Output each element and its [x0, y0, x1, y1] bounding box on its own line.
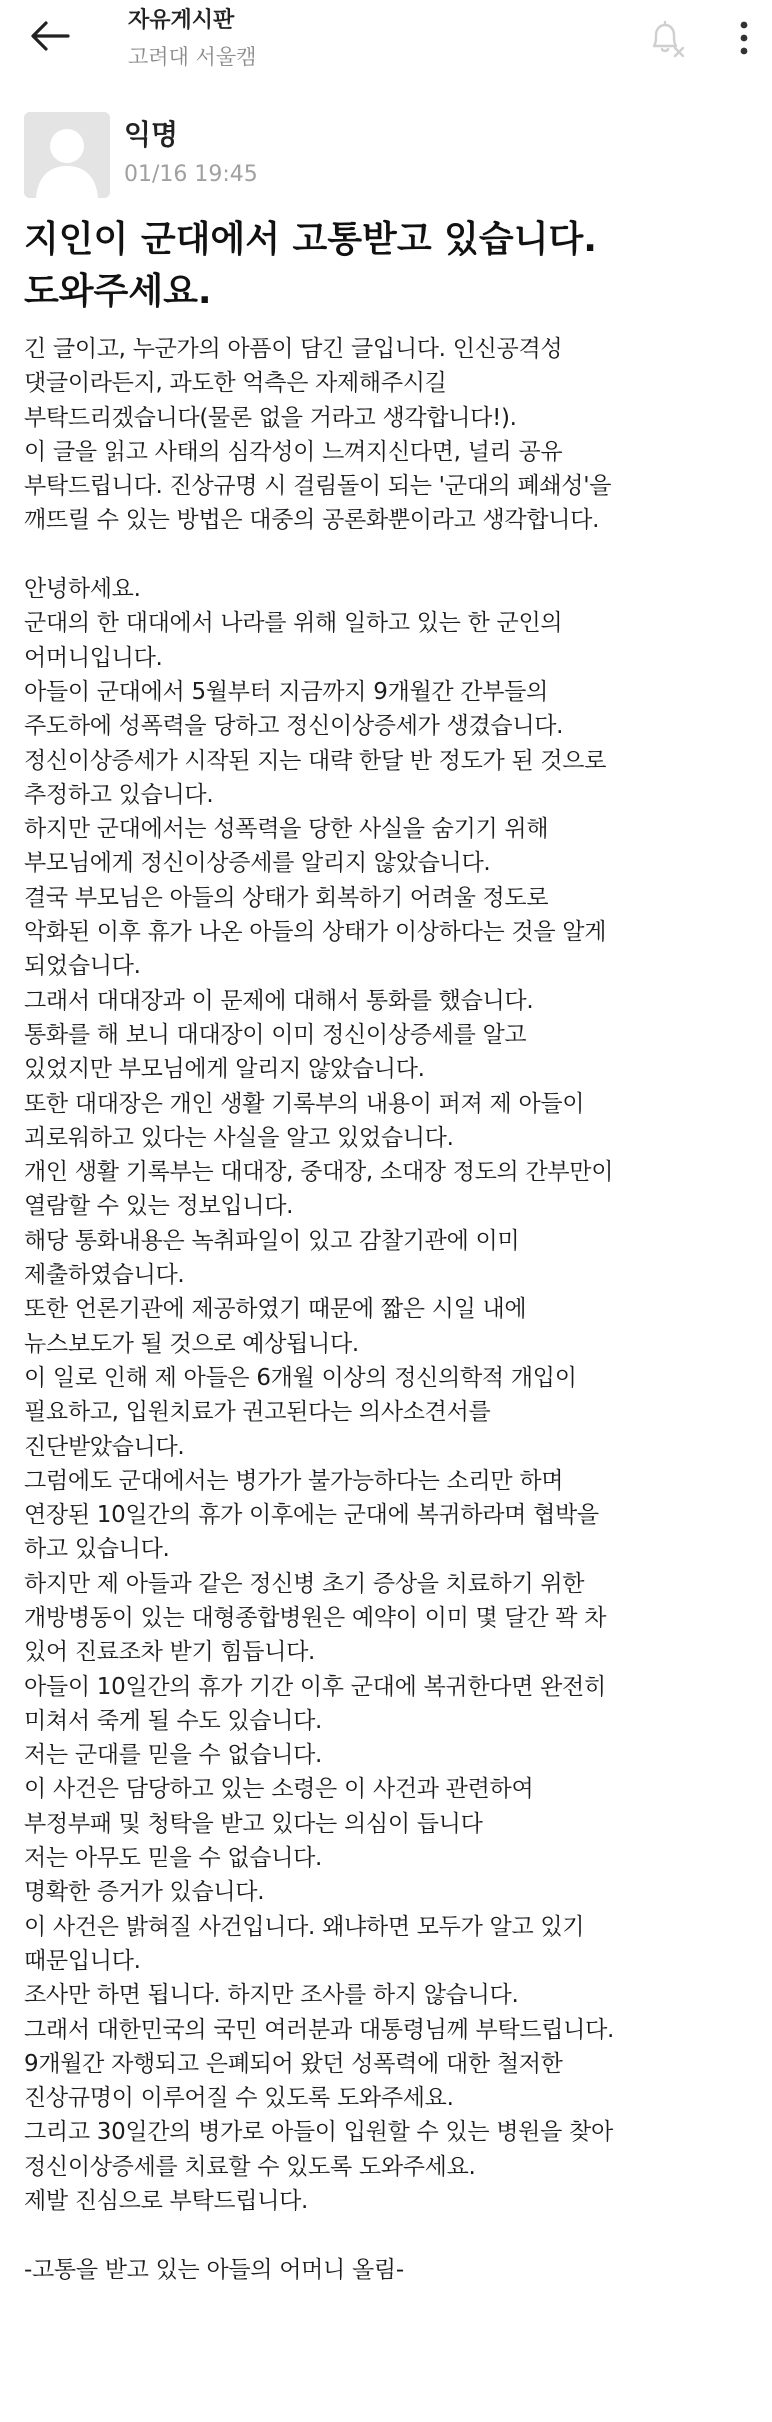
- post-line: -고통을 받고 있는 아들의 어머니 올림-: [24, 2256, 404, 2283]
- bell-off-icon: [644, 16, 688, 60]
- post-author-row: [24, 112, 724, 198]
- post-line: 이 일로 인해 제 아들은 6개월 이상의 정신의학적 개입이: [24, 1364, 577, 1391]
- notification-toggle-button[interactable]: [640, 12, 692, 64]
- post-line: 때문입니다.: [24, 1947, 141, 1974]
- post-line: 주도하에 성폭력을 당하고 정신이상증세가 생겼습니다.: [24, 713, 564, 740]
- post-line: 정신이상증세가 시작된 지는 대략 한달 반 정도가 된 것으로: [24, 747, 607, 774]
- post-line: 아들이 군대에서 5월부터 지금까지 9개월간 간부들의: [24, 678, 549, 705]
- post-line: 정신이상증세를 치료할 수 있도록 도와주세요.: [24, 2153, 476, 2180]
- post-line: 군대의 한 대대에서 나라를 위해 일하고 있는 한 군인의: [24, 610, 563, 637]
- post-line: 이 사건은 밝혀질 사건입니다. 왜냐하면 모두가 알고 있기: [24, 1913, 585, 1940]
- post-line: 연장된 10일간의 휴가 이후에는 군대에 복귀하라며 협박을: [24, 1502, 599, 1529]
- post-line: 또한 대대장은 개인 생활 기록부의 내용이 퍼져 제 아들이: [24, 1090, 585, 1117]
- post-blank-line: [24, 538, 760, 572]
- post-line: 조사만 하면 됩니다. 하지만 조사를 하지 않습니다.: [24, 1982, 519, 2009]
- post-line: 긴 글이고, 누군가의 아픔이 담긴 글입니다. 인신공격성: [24, 336, 563, 362]
- post-line: 하고 있습니다.: [24, 1536, 170, 1563]
- post-timestamp: 01/16 19:45: [124, 162, 258, 187]
- post-line: 그래서 대대장과 이 문제에 대해서 통화를 했습니다.: [24, 987, 534, 1014]
- post-line: 하지만 제 아들과 같은 정신병 초기 증상을 치료하기 위한: [24, 1570, 585, 1597]
- post-line: 개방병동이 있는 대형종합병원은 예약이 이미 몇 달간 꽉 차: [24, 1604, 607, 1631]
- post-line: 또한 언론기관에 제공하였기 때문에 짧은 시일 내에: [24, 1296, 527, 1323]
- post-line: 되었습니다.: [24, 953, 141, 980]
- back-button[interactable]: [20, 12, 80, 60]
- post-line: 진상규명이 이루어질 수 있도록 도와주세요.: [24, 2085, 454, 2112]
- post-line: 어머니입니다.: [24, 644, 163, 671]
- post-line: 통화를 해 보니 대대장이 이미 정신이상증세를 알고: [24, 1021, 527, 1048]
- author-name: 익명: [124, 118, 179, 151]
- post-line: 이 사건은 담당하고 있는 소령은 이 사건과 관련하여: [24, 1776, 534, 1803]
- post-line: 악화된 이후 휴가 나온 아들의 상태가 이상하다는 것을 알게: [24, 919, 607, 946]
- post-line: 있었지만 부모님에게 알리지 않았습니다.: [24, 1056, 425, 1083]
- post-line: 이 글을 읽고 사태의 심각성이 느껴지신다면, 널리 공유: [24, 438, 563, 465]
- post-line: 그럼에도 군대에서는 병가가 불가능하다는 소리만 하며: [24, 1467, 564, 1494]
- post-line: 있어 진료조차 받기 힘듭니다.: [24, 1639, 316, 1666]
- post-line: 개인 생활 기록부는 대대장, 중대장, 소대장 정도의 간부만이: [24, 1159, 614, 1186]
- post-line: 해당 통화내용은 녹취파일이 있고 감찰기관에 이미: [24, 1227, 520, 1254]
- post-line: 뉴스보도가 될 것으로 예상됩니다.: [24, 1330, 359, 1357]
- post-line: 그래서 대한민국의 국민 여러분과 대통령님께 부탁드립니다.: [24, 2016, 615, 2043]
- post-line: 필요하고, 입원치료가 권고된다는 의사소견서를: [24, 1399, 491, 1426]
- post-line: 하지만 군대에서는 성폭력을 당한 사실을 숨기기 위해: [24, 816, 549, 843]
- post-line: 추정하고 있습니다.: [24, 781, 214, 808]
- board-title: 자유게시판: [128, 8, 235, 33]
- post-line: 아들이 10일간의 휴가 기간 이후 군대에 복귀한다면 완전히: [24, 1673, 606, 1700]
- app-header: [0, 0, 772, 78]
- author-info: [124, 116, 258, 190]
- post-line: 저는 아무도 믿을 수 없습니다.: [24, 1845, 323, 1872]
- post-line: 미쳐서 죽게 될 수도 있습니다.: [24, 1707, 323, 1734]
- default-avatar-icon: [24, 112, 110, 198]
- post-line: 그리고 30일간의 병가로 아들이 입원할 수 있는 병원을 찾아: [24, 2119, 613, 2146]
- post-line: 제출하였습니다.: [24, 1262, 185, 1289]
- arrow-left-icon: [30, 20, 70, 52]
- post-line: 부모님에게 정신이상증세를 알리지 않았습니다.: [24, 850, 491, 877]
- header-titles: [128, 6, 256, 72]
- post-line: 부정부패 및 청탁을 받고 있다는 의심이 듭니다: [24, 1810, 483, 1837]
- campus-name: 고려대 서울캠: [128, 45, 257, 69]
- post-body: [24, 332, 760, 2287]
- post-line: 명확한 증거가 있습니다.: [24, 1879, 265, 1906]
- post-line: 결국 부모님은 아들의 상태가 회복하기 어려울 정도로: [24, 884, 549, 911]
- post-line: 부탁드립니다. 진상규명 시 걸림돌이 되는 '군대의 폐쇄성'을: [24, 473, 612, 500]
- post-line: 저는 군대를 믿을 수 없습니다.: [24, 1742, 323, 1769]
- post-title: 지인이 군대에서 고통받고 있습니다. 도와주세요.: [24, 219, 597, 312]
- post-blank-line: [24, 2218, 760, 2252]
- post-line: 댓글이라든지, 과도한 억측은 자제해주시길: [24, 370, 447, 397]
- more-vertical-icon: [738, 18, 750, 58]
- post-line: 부탁드리겠습니다(물론 없을 거라고 생각합니다!).: [24, 404, 517, 431]
- post-line: 제발 진심으로 부탁드립니다.: [24, 2188, 309, 2215]
- avatar: [24, 112, 110, 198]
- post-line: 깨뜨릴 수 있는 방법은 대중의 공론화뿐이라고 생각합니다.: [24, 507, 600, 534]
- post-line: 안녕하세요.: [24, 576, 141, 603]
- post-line: 9개월간 자행되고 은폐되어 왔던 성폭력에 대한 철저한: [24, 2050, 563, 2077]
- post-line: 괴로워하고 있다는 사실을 알고 있었습니다.: [24, 1124, 454, 1151]
- post-line: 열람할 수 있는 정보입니다.: [24, 1193, 294, 1220]
- more-options-button[interactable]: [724, 12, 764, 64]
- post-line: 진단받았습니다.: [24, 1433, 185, 1460]
